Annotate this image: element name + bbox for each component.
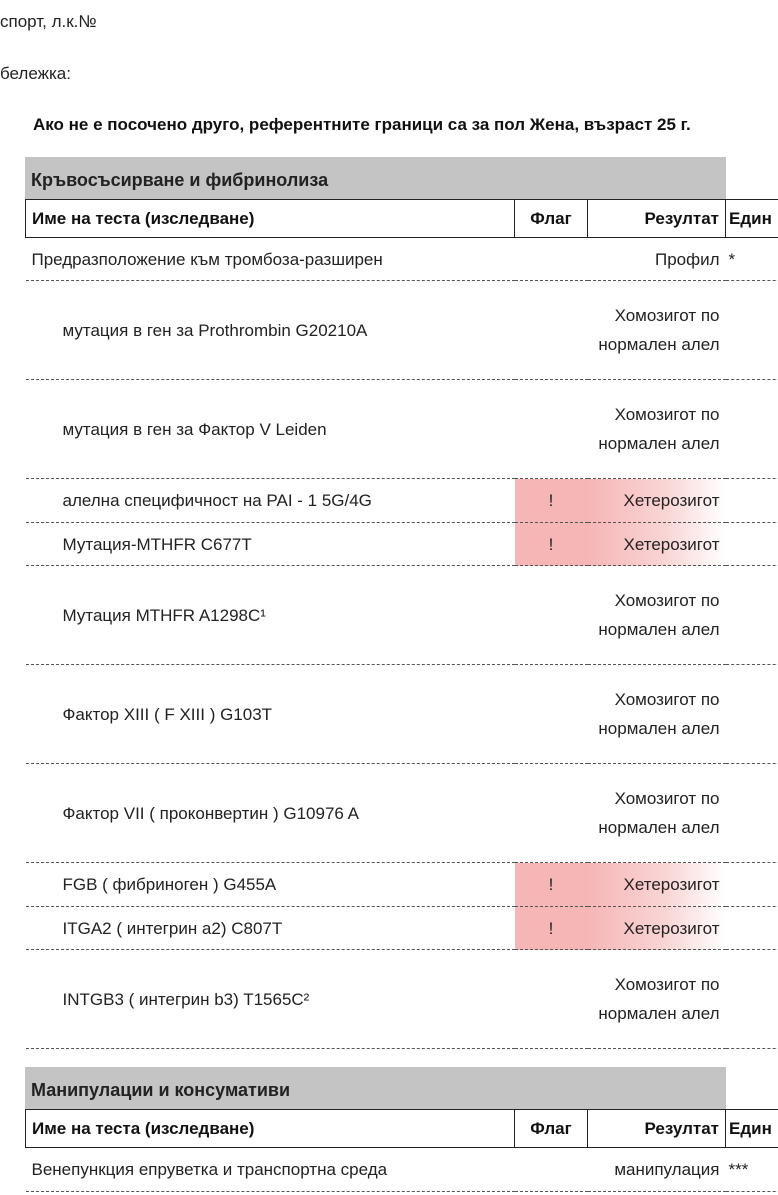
section-coagulation — [25, 157, 778, 1049]
table-row — [26, 238, 778, 281]
flag-cell — [515, 764, 588, 863]
reference-note: Ако не е посочено друго, референтните граници са за пол Жена, възраст 25 г. — [33, 115, 691, 134]
table-row — [26, 566, 778, 665]
column-header-flag: Флаг — [515, 1110, 588, 1148]
result-cell: Хомозигот по нормален алел — [588, 665, 726, 764]
table-row — [26, 1148, 778, 1192]
unit-cell — [726, 665, 778, 764]
result-cell: Хетерозигот — [588, 479, 726, 523]
column-header-unit: Един — [726, 1110, 778, 1148]
test-name-cell: Фактор VII ( проконвертин ) G10976 A — [26, 764, 515, 863]
section-title: Манипулации и консумативи — [25, 1067, 726, 1109]
table-row — [26, 479, 778, 523]
unit-cell — [726, 907, 778, 950]
section-manipulations — [25, 1067, 778, 1192]
unit-cell — [726, 863, 778, 907]
column-header-flag: Флаг — [515, 200, 588, 238]
column-header-result: Резултат — [588, 1110, 726, 1148]
unit-cell — [726, 950, 778, 1049]
flag-cell: ! — [515, 479, 588, 523]
table-row — [26, 523, 778, 566]
flag-cell — [515, 665, 588, 764]
test-name-cell: Фактор XIII ( F XIII ) G103T — [26, 665, 515, 764]
test-name-cell: FGB ( фибриноген ) G455A — [26, 863, 515, 907]
flag-cell — [515, 238, 588, 281]
result-cell: Хомозигот по нормален алел — [588, 566, 726, 665]
result-cell: Хетерозигот — [588, 863, 726, 907]
results-table — [25, 199, 778, 1049]
table-row — [26, 764, 778, 863]
results-table — [25, 1109, 778, 1192]
test-name-cell: ITGA2 ( интегрин a2) C807T — [26, 907, 515, 950]
test-name-cell: мутация в ген за Фактор V Leiden — [26, 380, 515, 479]
result-cell: Хомозигот по нормален алел — [588, 281, 726, 380]
flag-cell — [515, 281, 588, 380]
column-header-result: Резултат — [588, 200, 726, 238]
flag-cell — [515, 950, 588, 1049]
table-row — [26, 380, 778, 479]
unit-cell — [726, 566, 778, 665]
passport-label: спорт, л.к.№ — [0, 12, 97, 31]
result-cell: Профил — [588, 238, 726, 281]
table-body — [26, 238, 778, 1049]
table-body — [26, 1148, 778, 1192]
unit-cell — [726, 380, 778, 479]
column-header-name: Име на теста (изследване) — [26, 200, 515, 238]
table-header-row — [26, 1110, 778, 1148]
unit-cell — [726, 479, 778, 523]
test-name-cell: Мутация-MTHFR C677T — [26, 523, 515, 566]
table-header-row — [26, 200, 778, 238]
table-row — [26, 950, 778, 1049]
result-cell: манипулация — [588, 1148, 726, 1192]
table-row — [26, 281, 778, 380]
section-title: Кръвосъсирване и фибринолиза — [25, 157, 726, 199]
result-cell: Хетерозигот — [588, 907, 726, 950]
table-row — [26, 907, 778, 950]
flag-cell — [515, 566, 588, 665]
unit-cell — [726, 281, 778, 380]
test-name-cell: алелна специфичност на PAI - 1 5G/4G — [26, 479, 515, 523]
column-header-unit: Един — [726, 200, 778, 238]
unit-cell: *** — [726, 1148, 778, 1192]
table-row — [26, 863, 778, 907]
unit-cell — [726, 523, 778, 566]
note-label: бележка: — [0, 64, 71, 83]
flag-cell — [515, 1148, 588, 1192]
result-cell: Хетерозигот — [588, 523, 726, 566]
column-header-name: Име на теста (изследване) — [26, 1110, 515, 1148]
table-row — [26, 665, 778, 764]
result-cell: Хомозигот по нормален алел — [588, 380, 726, 479]
flag-cell: ! — [515, 523, 588, 566]
result-cell: Хомозигот по нормален алел — [588, 950, 726, 1049]
test-name-cell: Мутация MTHFR A1298C¹ — [26, 566, 515, 665]
flag-cell — [515, 380, 588, 479]
flag-cell: ! — [515, 863, 588, 907]
unit-cell: * — [726, 238, 778, 281]
test-name-cell: Венепункция епруветка и транспортна среда — [26, 1148, 515, 1192]
result-cell: Хомозигот по нормален алел — [588, 764, 726, 863]
unit-cell — [726, 764, 778, 863]
test-name-cell: Предразположение към тромбоза-разширен — [26, 238, 515, 281]
test-name-cell: INTGB3 ( интегрин b3) T1565C² — [26, 950, 515, 1049]
test-name-cell: мутация в ген за Prothrombin G20210A — [26, 281, 515, 380]
flag-cell: ! — [515, 907, 588, 950]
